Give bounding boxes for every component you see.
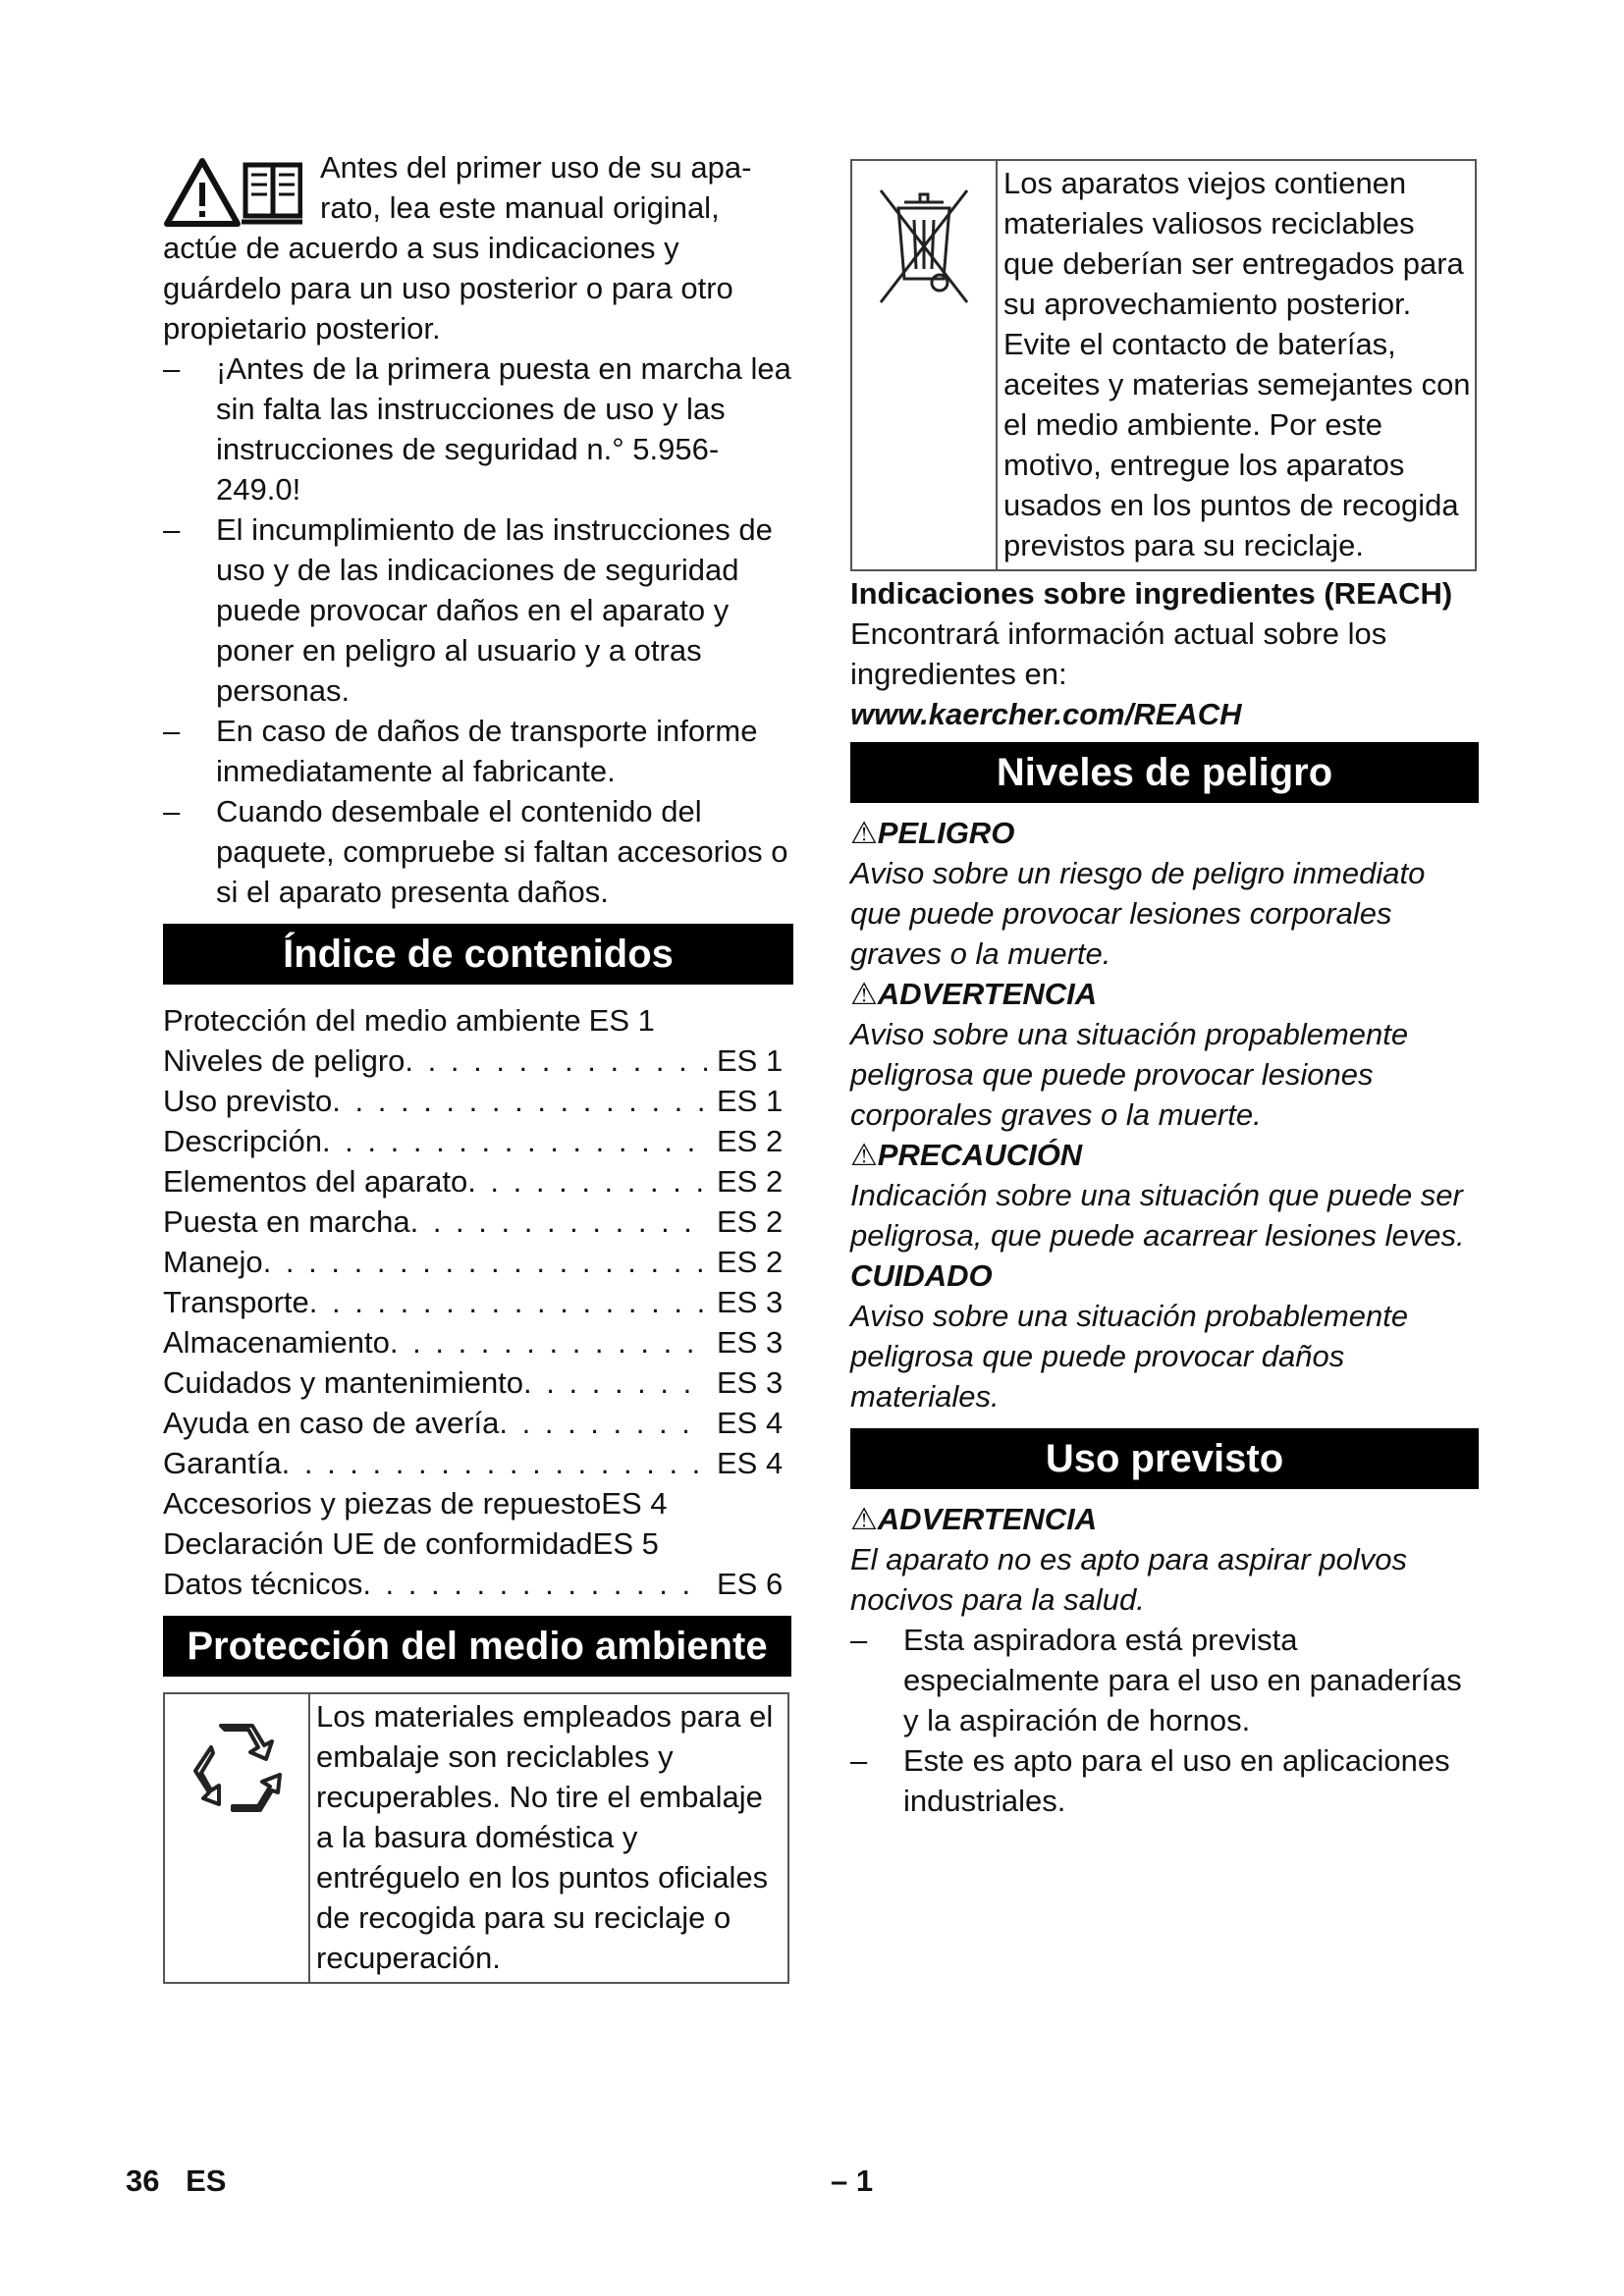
toc-item[interactable]: Garantía . . . ES 4 [163, 1443, 793, 1483]
page-number: 36 [126, 2163, 160, 2198]
footer-center: – 1 [831, 2163, 874, 2198]
warning-triangle-icon [167, 161, 238, 224]
reach-text: Encontrará información actual sobre los ingredientes en: [850, 616, 1387, 691]
hazard-text: Aviso sobre una situación probablemente peligrosa que puede provocar daños materiales. [850, 1299, 1409, 1414]
toc-item[interactable]: Ayuda en caso de avería . . . ES 4 [163, 1403, 793, 1443]
list-item: – Este es apto para el uso en aplicaciones industriales. [850, 1740, 1479, 1821]
toc-item[interactable]: Elementos del aparato . . . ES 2 [163, 1161, 793, 1201]
environment-heading: Protección del medio ambiente [163, 1616, 791, 1677]
list-item: – ¡Antes de la primera puesta en marcha lea sin falta las instrucciones de uso y las instrucciones de seguridad n.° 5.956-249.0! [163, 348, 793, 509]
hazard-text: Indicación sobre una situación que puede ser peligrosa, que puede acarrear lesiones leves. [850, 1178, 1465, 1253]
toc-item[interactable]: Niveles de peligro . . . ES 1 [163, 1041, 793, 1081]
warning-icon: ⚠ [850, 816, 878, 850]
intro-list [163, 348, 793, 912]
recycle-icon [189, 1720, 284, 1814]
warning-icon: ⚠ [850, 1502, 878, 1536]
list-item: – El incumplimiento de las instrucciones de uso y de las indicaciones de seguridad puede provocar daños en el aparato y poner en peligro al usuario y a otras personas. [163, 509, 793, 711]
hazard-text: Aviso sobre un riesgo de peligro inmediato que puede provocar lesiones corporales graves o la muerte. [850, 856, 1426, 971]
hazard-text: Aviso sobre una situación propablemente peligrosa que puede provocar lesiones corporales graves o la muerte. [850, 1017, 1409, 1132]
intro-line-2: rato, lea este manual original, [320, 190, 720, 225]
toc-item[interactable]: Accesorios y piezas de repuesto ES 4 [163, 1486, 668, 1521]
toc-item[interactable]: Cuidados y mantenimiento . . . ES 3 [163, 1362, 793, 1403]
intended-use-list [850, 1620, 1479, 1821]
language-code: ES [186, 2163, 227, 2198]
open-book-icon [242, 165, 302, 222]
toc-item[interactable]: Manejo . . . ES 2 [163, 1242, 793, 1282]
crossed-bin-icon [875, 185, 973, 312]
toc-item[interactable]: Puesta en marcha . . . ES 2 [163, 1201, 793, 1242]
hazard-levels-heading: Niveles de peligro [850, 742, 1479, 803]
warning-icon: ⚠ [850, 977, 878, 1011]
toc-item[interactable]: Datos técnicos . . . ES 6 [163, 1564, 793, 1604]
list-item: – Cuando desembale el contenido del paquete, compruebe si faltan accesorios o si el aparato presenta daños. [163, 791, 793, 912]
toc-heading: Índice de contenidos [163, 924, 793, 985]
hazard-levels [850, 813, 1479, 1416]
intro-line-1: Antes del primer uso de su apa- [320, 150, 752, 185]
toc-item[interactable]: Descripción . . . ES 2 [163, 1121, 793, 1161]
intended-use-heading: Uso previsto [850, 1428, 1479, 1489]
environment-box [163, 1692, 789, 1984]
list-item: – En caso de daños de transporte informe inmediatamente al fabricante. [163, 711, 793, 791]
weee-text: Los aparatos viejos contienen materiales valiosos reciclables que deberían ser entregados para su aprovechamiento posterior. Evite el contacto de baterías, aceites y materias semejantes con el medio ambiente. Por este motivo, entregue los aparatos usados en los puntos de recogida previstos para su reciclaje. [1003, 166, 1471, 562]
toc-item[interactable]: Almacenamiento . . . ES 3 [163, 1322, 793, 1362]
hazard-title-precaucion: ⚠PRECAUCIÓN [850, 1138, 1083, 1172]
footer-page-info [126, 2163, 226, 2199]
weee-icon-cell [852, 161, 998, 569]
toc-item[interactable]: Protección del medio ambiente ES 1 [163, 1003, 655, 1038]
weee-box [850, 159, 1477, 571]
left-column [163, 147, 793, 1984]
toc-item[interactable]: Declaración UE de conformidad ES 5 [163, 1526, 659, 1561]
toc-item[interactable]: Transporte . . . ES 3 [163, 1282, 793, 1322]
intended-use-warning-text: El aparato no es apto para aspirar polvos nocivos para la salud. [850, 1542, 1407, 1617]
hazard-title-advertencia: ⚠ADVERTENCIA [850, 977, 1098, 1011]
reach-heading: Indicaciones sobre ingredientes (REACH) [850, 576, 1453, 611]
warning-icon: ⚠ [850, 1138, 878, 1172]
intro-text: actúe de acuerdo a sus indicaciones y guárdelo para un uso posterior o para otro propietario posterior. [163, 231, 733, 346]
hazard-title-peligro: ⚠PELIGRO [850, 816, 1015, 850]
intro-paragraph [163, 147, 793, 348]
hazard-title-cuidado: CUIDADO [850, 1258, 993, 1293]
list-item: – Esta aspiradora está prevista especialmente para el uso en panaderías y la aspiración de hornos. [850, 1620, 1479, 1740]
reach-link[interactable]: www.kaercher.com/REACH [850, 697, 1242, 731]
intended-use-warning-title: ⚠ADVERTENCIA [850, 1502, 1098, 1536]
environment-text: Los materiales empleados para el embalaje son reciclables y recuperables. No tire el embalaje a la basura doméstica y entréguelo en los puntos oficiales de recogida para su reciclaje o recuperación. [316, 1699, 774, 1975]
toc-item[interactable]: Uso previsto . . . ES 1 [163, 1081, 793, 1121]
table-of-contents [163, 1000, 793, 1604]
right-column [850, 159, 1479, 1821]
warning-manual-icon [163, 151, 302, 230]
environment-icon-cell [165, 1694, 310, 1982]
